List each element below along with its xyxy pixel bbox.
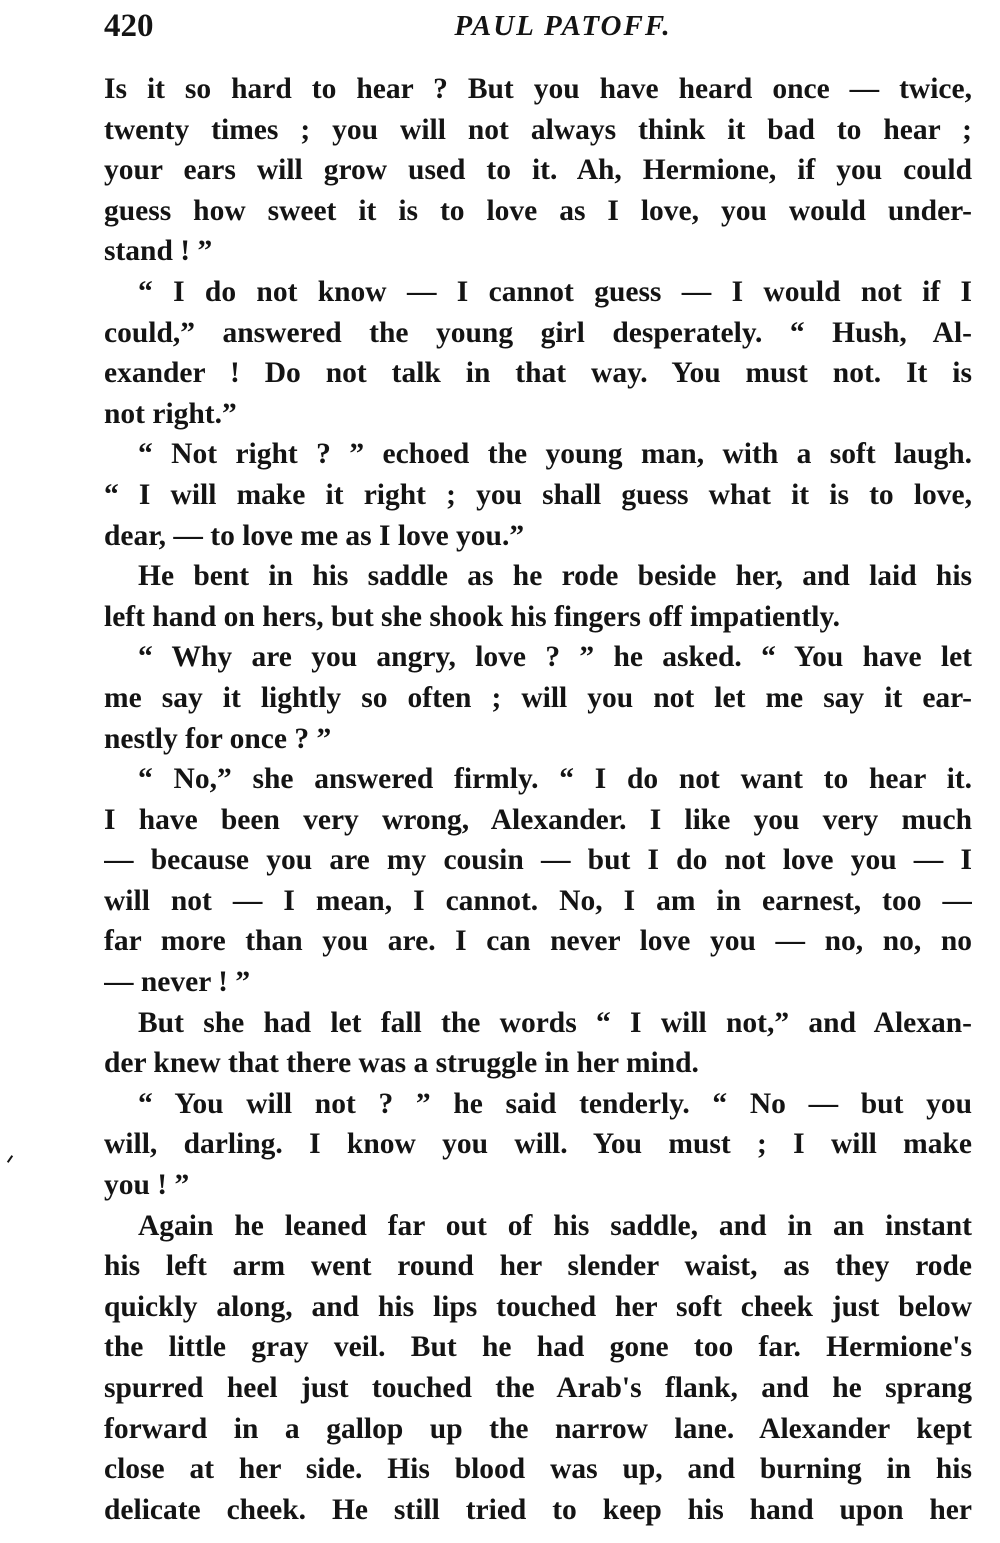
text-line: will, darling. I know you will. You must ; I will make bbox=[104, 1128, 972, 1161]
text-line: far more than you are. I can never love you — no, no, no bbox=[104, 925, 972, 958]
text-line: “ Not right ? ” echoed the young man, with a soft laugh. bbox=[138, 438, 972, 471]
text-line: “ Why are you angry, love ? ” he asked. “ You have let bbox=[138, 641, 972, 674]
text-line: exander ! Do not talk in that way. You must not. It is bbox=[104, 357, 972, 390]
text-line: dear, — to love me as I love you.” bbox=[104, 519, 525, 552]
text-line: — never ! ” bbox=[104, 966, 251, 999]
page-number: 420 bbox=[104, 8, 154, 44]
text-line: you ! ” bbox=[104, 1169, 190, 1202]
text-line: Again he leaned far out of his saddle, and in an instant bbox=[138, 1209, 972, 1242]
text-line: der knew that there was a struggle in her mind. bbox=[104, 1047, 699, 1080]
text-line: spurred heel just touched the Arab's flank, and he sprang bbox=[104, 1372, 972, 1404]
text-line: “ I will make it right ; you shall guess what it is to love, bbox=[104, 478, 972, 511]
text-line: your ears will grow used to it. Ah, Hermione, if you could bbox=[104, 154, 972, 187]
text-line: He bent in his saddle as he rode beside her, and laid his bbox=[138, 560, 972, 593]
text-line: But she had let fall the words “ I will not,” and Alexan- bbox=[138, 1006, 972, 1039]
text-line: the little gray veil. But he had gone too far. Hermione's bbox=[104, 1331, 972, 1364]
text-line: Is it so hard to hear ? But you have heard once — twice, bbox=[104, 73, 972, 105]
text-line: guess how sweet it is to love as I love, you would under- bbox=[104, 194, 972, 227]
text-line: nestly for once ? ” bbox=[104, 722, 332, 755]
running-title: PAUL PATOFF. bbox=[454, 10, 672, 42]
text-line: stand ! ” bbox=[104, 235, 213, 268]
text-line: not right.” bbox=[104, 397, 237, 430]
stray-mark bbox=[7, 1155, 13, 1163]
text-line: quickly along, and his lips touched her soft cheek just below bbox=[104, 1290, 972, 1323]
text-line: could,” answered the young girl desperately. “ Hush, Al- bbox=[104, 316, 972, 349]
body-text bbox=[104, 69, 972, 1530]
text-line: “ I do not know — I cannot guess — I would not if I bbox=[138, 275, 972, 308]
text-line: forward in a gallop up the narrow lane. Alexander kept bbox=[104, 1412, 972, 1445]
text-line: close at her side. His blood was up, and burning in his bbox=[104, 1453, 972, 1486]
text-line: delicate cheek. He still tried to keep his hand upon her bbox=[104, 1493, 972, 1526]
text-line: will not — I mean, I cannot. No, I am in earnest, too — bbox=[104, 884, 972, 917]
text-line: “ No,” she answered firmly. “ I do not want to hear it. bbox=[138, 763, 972, 796]
text-line: me say it lightly so often ; will you not let me say it ear- bbox=[104, 681, 972, 714]
text-line: “ You will not ? ” he said tenderly. “ No — but you bbox=[138, 1087, 972, 1120]
text-line: his left arm went round her slender waist, as they rode bbox=[104, 1250, 972, 1283]
text-line: twenty times ; you will not always think it bad to hear ; bbox=[104, 113, 972, 146]
text-line: left hand on hers, but she shook his fingers off impatiently. bbox=[104, 600, 840, 633]
page-header bbox=[104, 4, 972, 48]
text-line: I have been very wrong, Alexander. I like you very much bbox=[104, 803, 972, 836]
text-line: — because you are my cousin — but I do not love you — I bbox=[104, 844, 972, 877]
